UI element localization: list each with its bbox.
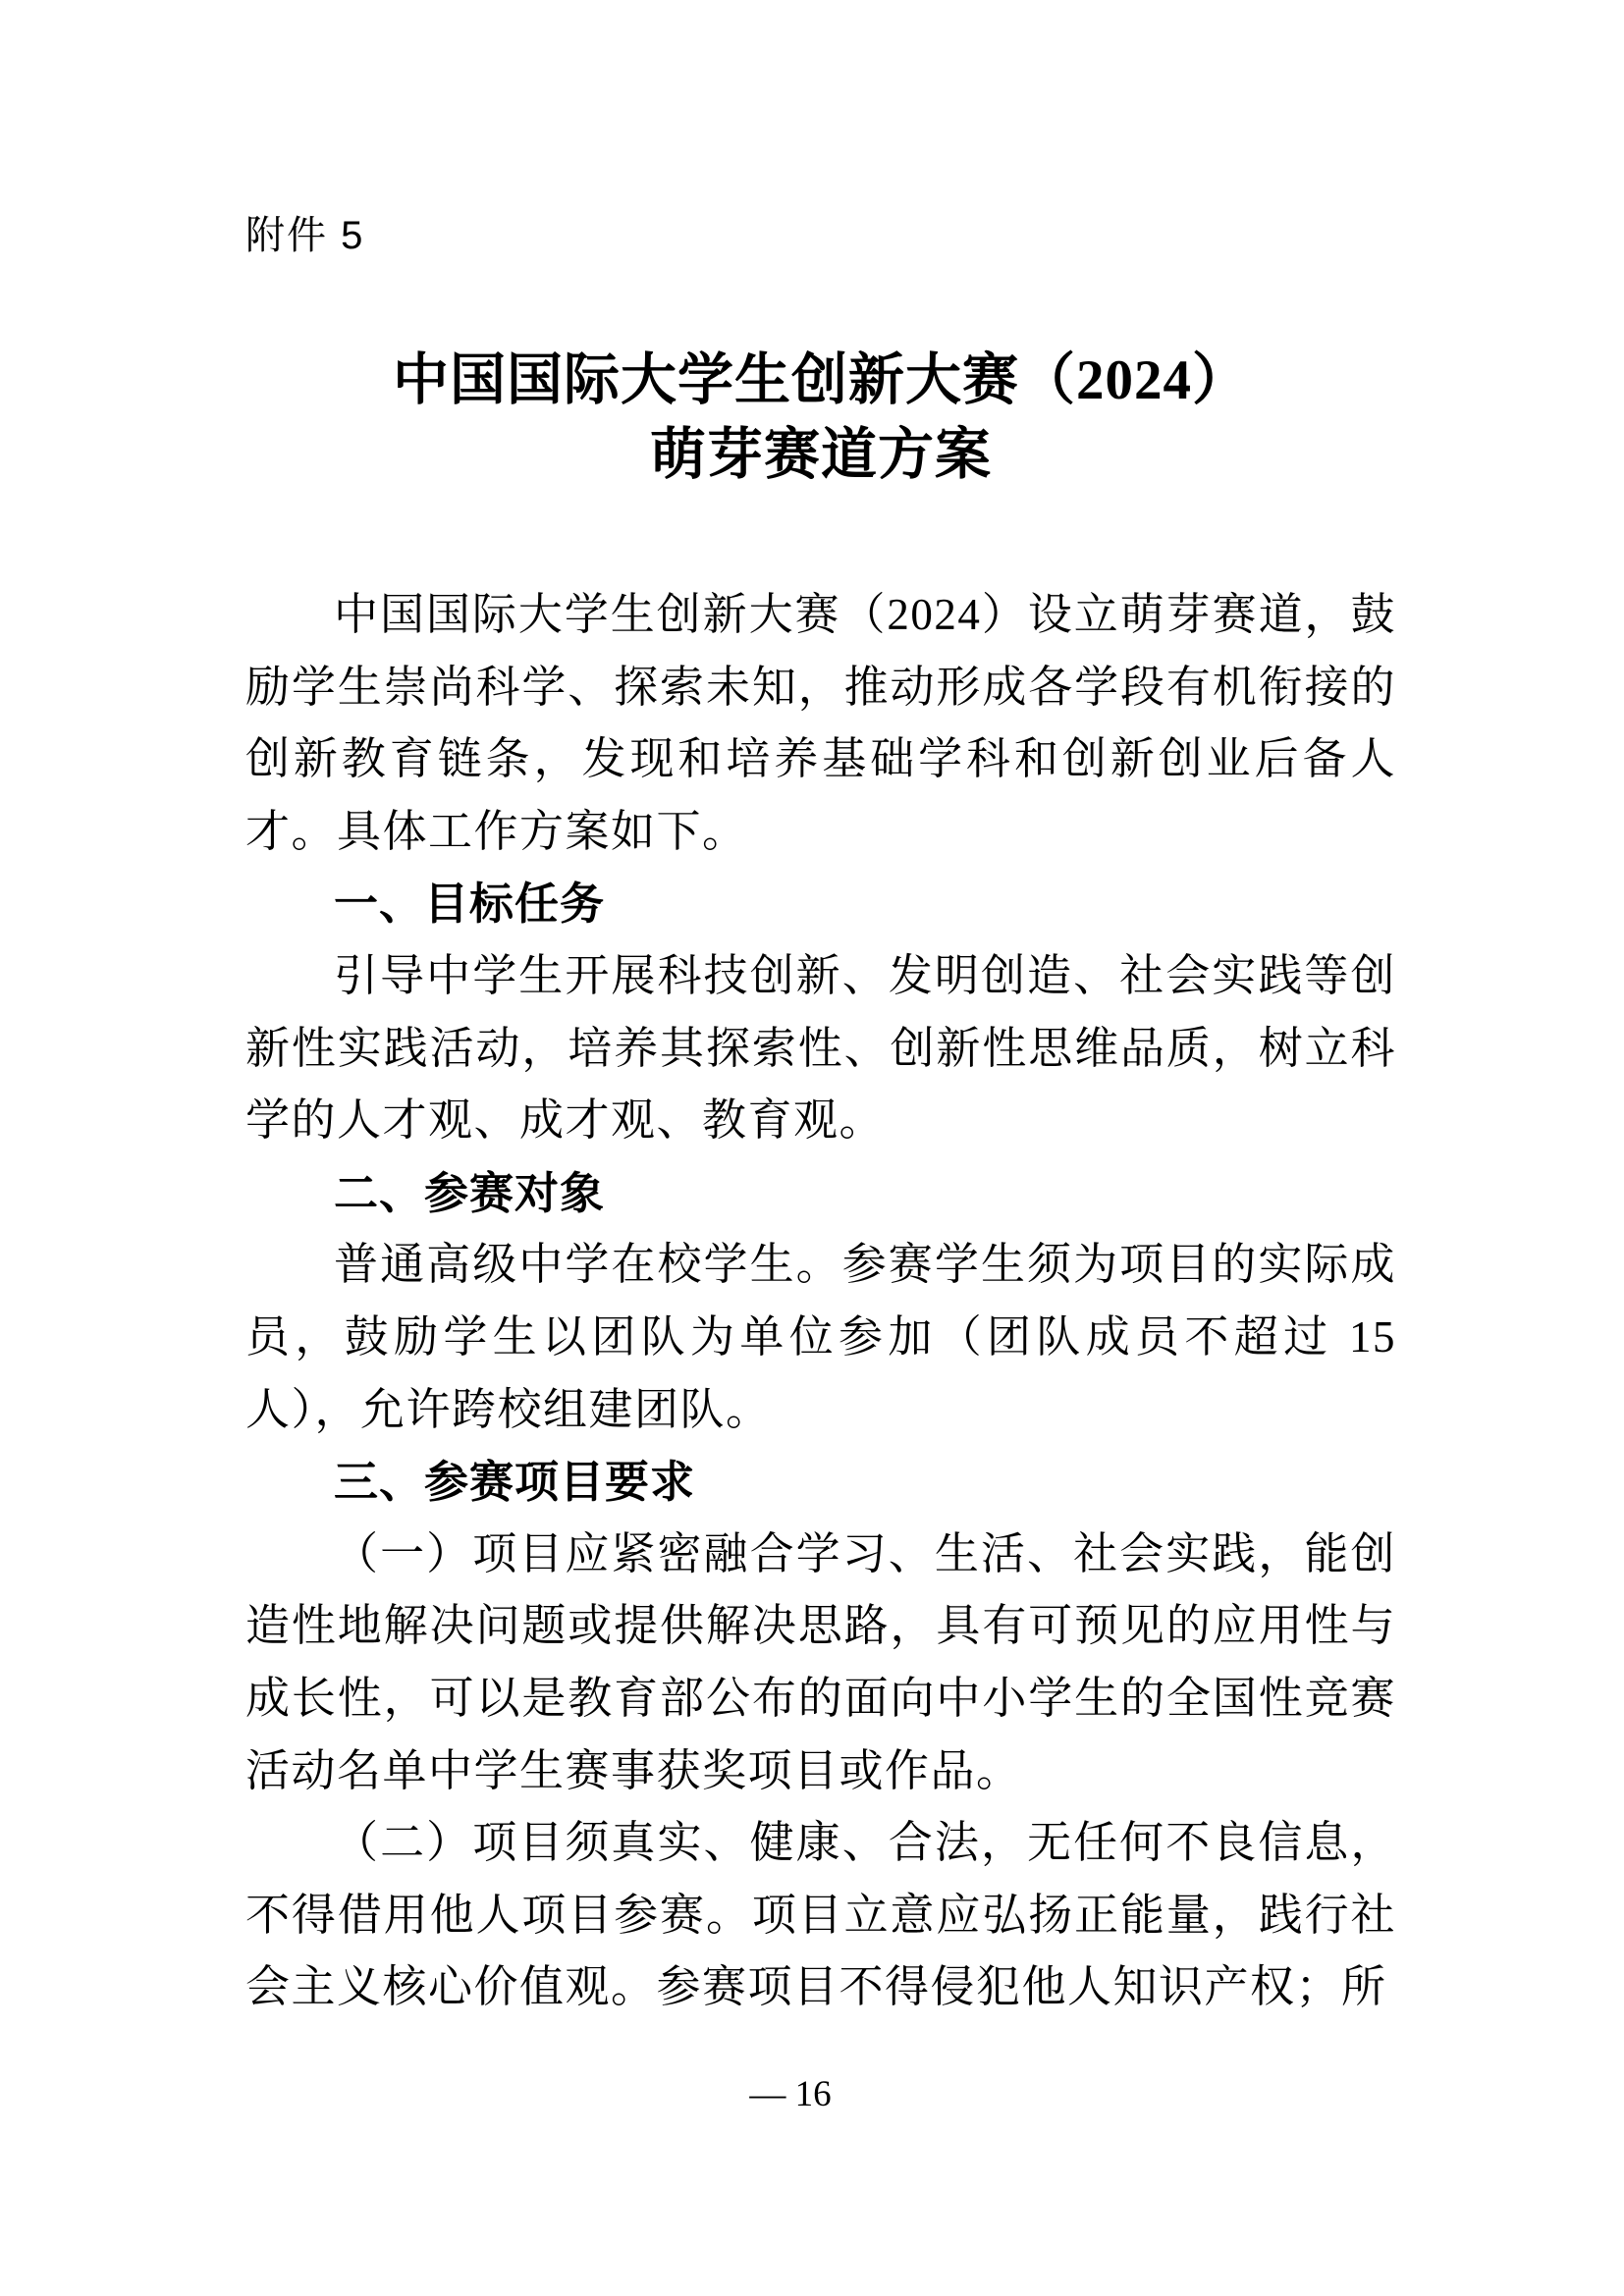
page-content: [245, 0, 1396, 2024]
body-paragraph: （二）项目须真实、健康、合法，无任何不良信息，不得借用他人项目参赛。项目立意应弘扬正能量，践行社会主义核心价值观。参赛项目不得侵犯他人知识产权；所: [245, 1818, 1396, 2012]
body-paragraph: （一）项目应紧密融合学习、生活、社会实践，能创造性地解决问题或提供解决思路，具有可预见的应用性与成长性，可以是教育部公布的面向中小学生的全国性竞赛活动名单中学生赛事获奖项目或作品。: [245, 1528, 1396, 1795]
section-heading: 二、参赛对象: [334, 1167, 606, 1218]
body-paragraph: 普通高级中学在校学生。参赛学生须为项目的实际成员，鼓励学生以团队为单位参加（团队成员不超过 15 人），允许跨校组建团队。: [245, 1240, 1396, 1434]
document-body: [245, 579, 1396, 2024]
document-title: [245, 344, 1396, 493]
page-number: — 16: [749, 2074, 832, 2114]
body-paragraph: 引导中学生开展科技创新、发明创造、社会实践等创新性实践活动，培养其探索性、创新性思维品质，树立科学的人才观、成才观、教育观。: [245, 950, 1396, 1146]
title-line-2: 萌芽赛道方案: [650, 424, 992, 486]
attachment-label: 附件 5: [245, 214, 365, 257]
body-paragraph: 中国国际大学生创新大赛（2024）设立萌芽赛道，鼓励学生崇尚科学、探索未知，推动形成各学段有机衔接的创新教育链条，发现和培养基础学科和创新创业后备人才。具体工作方案如下。: [245, 590, 1396, 856]
section-heading: 一、目标任务: [334, 879, 606, 930]
title-line-1: 中国国际大学生创新大赛（2024）: [393, 349, 1249, 411]
section-heading: 三、参赛项目要求: [334, 1457, 696, 1508]
